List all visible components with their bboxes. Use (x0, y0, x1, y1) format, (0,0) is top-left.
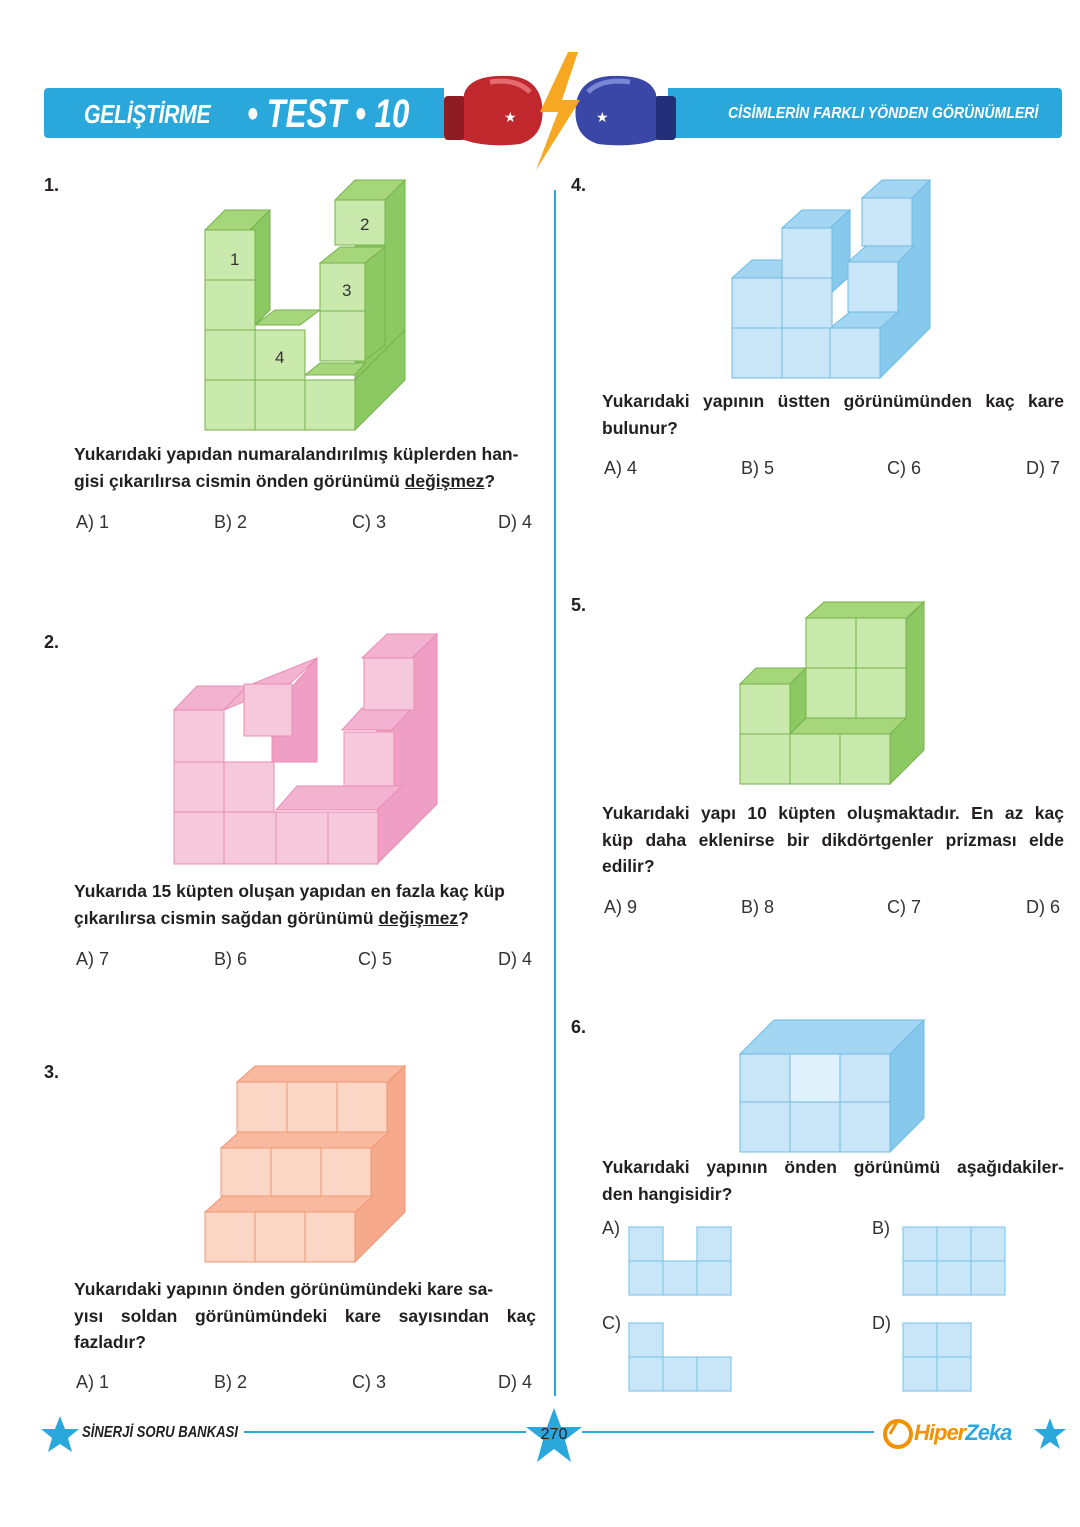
footer-series: SİNERJİ SORU BANKASI (82, 1424, 239, 1441)
question-4-option-d[interactable]: D) 7 (1026, 458, 1061, 478)
question-3-figure (203, 1062, 413, 1267)
question-4-option-c[interactable]: C) 6 (887, 458, 922, 478)
question-2-text (74, 878, 536, 931)
question-1-option-c[interactable]: C) 3 (352, 512, 387, 532)
question-2-line-2a: çıkarılırsa cismin sağdan görünümü (74, 907, 379, 928)
question-5-figure (738, 598, 938, 798)
question-1-figure (200, 175, 410, 435)
question-3-line-3: fazladır? (74, 1332, 146, 1352)
section-title: GELİŞTİRME (84, 99, 211, 129)
cube-label-1: 1 (230, 250, 240, 269)
question-5-text (602, 800, 1064, 880)
question-3-option-b[interactable]: B) 2 (214, 1372, 248, 1392)
question-1-option-b[interactable]: B) 2 (214, 512, 248, 532)
question-2-number: 2. (44, 632, 60, 652)
question-1-line-2c: ? (484, 470, 496, 491)
question-1-text (74, 441, 536, 494)
question-6-number: 6. (571, 1017, 587, 1037)
question-3-number: 3. (44, 1062, 60, 1082)
question-5-line-1: Yukarıdaki yapı 10 küpten oluşmaktadır. En az kaç (602, 803, 1064, 823)
question-2-figure (172, 630, 442, 870)
question-4-number: 4. (571, 175, 587, 195)
question-6-option-d[interactable]: D) (872, 1313, 891, 1333)
question-6-figure (738, 1018, 938, 1158)
question-3-option-c[interactable]: C) 3 (352, 1372, 387, 1392)
question-4-option-a[interactable]: A) 4 (604, 458, 638, 478)
question-3-option-d[interactable]: D) 4 (498, 1372, 533, 1392)
question-6-line-1: Yukarıdaki yapının önden görünümü aşağıdakiler- (602, 1157, 1064, 1177)
question-2-option-a[interactable]: A) 7 (76, 949, 110, 969)
question-1-underlined: değişmez (404, 470, 485, 491)
question-2-line-1: Yukarıda 15 küpten oluşan yapıdan en fazla kaç küp (74, 881, 505, 901)
question-1-line-2a: gisi çıkarılırsa cismin önden görünümü (74, 470, 405, 491)
star-right-icon (1032, 1416, 1068, 1452)
question-6-line-2: den hangisidir? (602, 1183, 733, 1204)
question-1-option-a[interactable]: A) 1 (76, 512, 110, 532)
boxing-gloves-icon (430, 52, 690, 172)
question-3-text (74, 1276, 536, 1356)
question-5-line-3: edilir? (602, 856, 655, 876)
question-5-number: 5. (571, 595, 587, 615)
cube-label-3: 3 (342, 281, 352, 300)
question-6-option-b[interactable]: B) (872, 1218, 890, 1238)
question-2-option-d[interactable]: D) 4 (498, 949, 533, 969)
question-1-option-d[interactable]: D) 4 (498, 512, 533, 532)
svg-text:★: ★ (504, 110, 517, 126)
question-2-underlined: değişmez (378, 907, 459, 928)
question-2-option-c[interactable]: C) 5 (358, 949, 393, 969)
question-6-text (602, 1154, 1064, 1207)
question-5-option-b[interactable]: B) 8 (741, 897, 775, 917)
question-1-line-2 (74, 468, 536, 495)
question-4-line-1: Yukarıdaki yapının üstten görünümünden kaç kare (602, 391, 1064, 411)
brand-name-part-2: Zeka (965, 1420, 1012, 1445)
option-d-front-view (902, 1322, 982, 1394)
question-1-number: 1. (44, 175, 60, 195)
cube-label-2: 2 (360, 215, 370, 234)
footer-line-right (582, 1431, 874, 1433)
question-3-option-a[interactable]: A) 1 (76, 1372, 110, 1392)
question-5-option-c[interactable]: C) 7 (887, 897, 922, 917)
svg-text:★: ★ (596, 110, 609, 126)
footer-line-left (244, 1431, 526, 1433)
column-separator (554, 190, 556, 1396)
option-a-front-view (628, 1226, 738, 1298)
star-icon (40, 1414, 80, 1454)
question-5-line-2: küp daha eklenirse bir dikdörtgenler prizması elde (602, 829, 1064, 850)
option-b-front-view (902, 1226, 1012, 1298)
question-2-option-b[interactable]: B) 6 (214, 949, 248, 969)
brand-logo-icon (880, 1414, 916, 1454)
question-4-text (602, 388, 1064, 441)
question-6-option-a[interactable]: A) (602, 1218, 620, 1238)
page-number: 270 (540, 1426, 568, 1443)
question-3-line-1: Yukarıdaki yapının önden görünümündeki kare sa- (74, 1279, 494, 1299)
question-2-line-2c: ? (458, 907, 469, 928)
question-4-line-2: bulunur? (602, 417, 678, 438)
question-5-option-d[interactable]: D) 6 (1026, 897, 1061, 917)
question-4-figure (730, 176, 940, 386)
option-c-front-view (628, 1322, 738, 1394)
question-6-option-c[interactable]: C) (602, 1313, 621, 1333)
question-5-option-a[interactable]: A) 9 (604, 897, 638, 917)
brand-name (914, 1420, 1011, 1446)
question-1-line-1: Yukarıdaki yapıdan numaralandırılmış küplerden han- (74, 444, 519, 464)
topic-title: CİSİMLERİN FARKLI YÖNDEN GÖRÜNÜMLERİ (728, 105, 1039, 122)
cube-label-4: 4 (275, 348, 285, 367)
test-title: • TEST • 10 (247, 92, 410, 136)
brand-name-part-1: Hiper (914, 1420, 966, 1445)
question-4-option-b[interactable]: B) 5 (741, 458, 775, 478)
question-2-line-2 (74, 905, 536, 932)
question-3-line-2: yısı soldan görünümündeki kare sayısından kaç (74, 1305, 536, 1326)
